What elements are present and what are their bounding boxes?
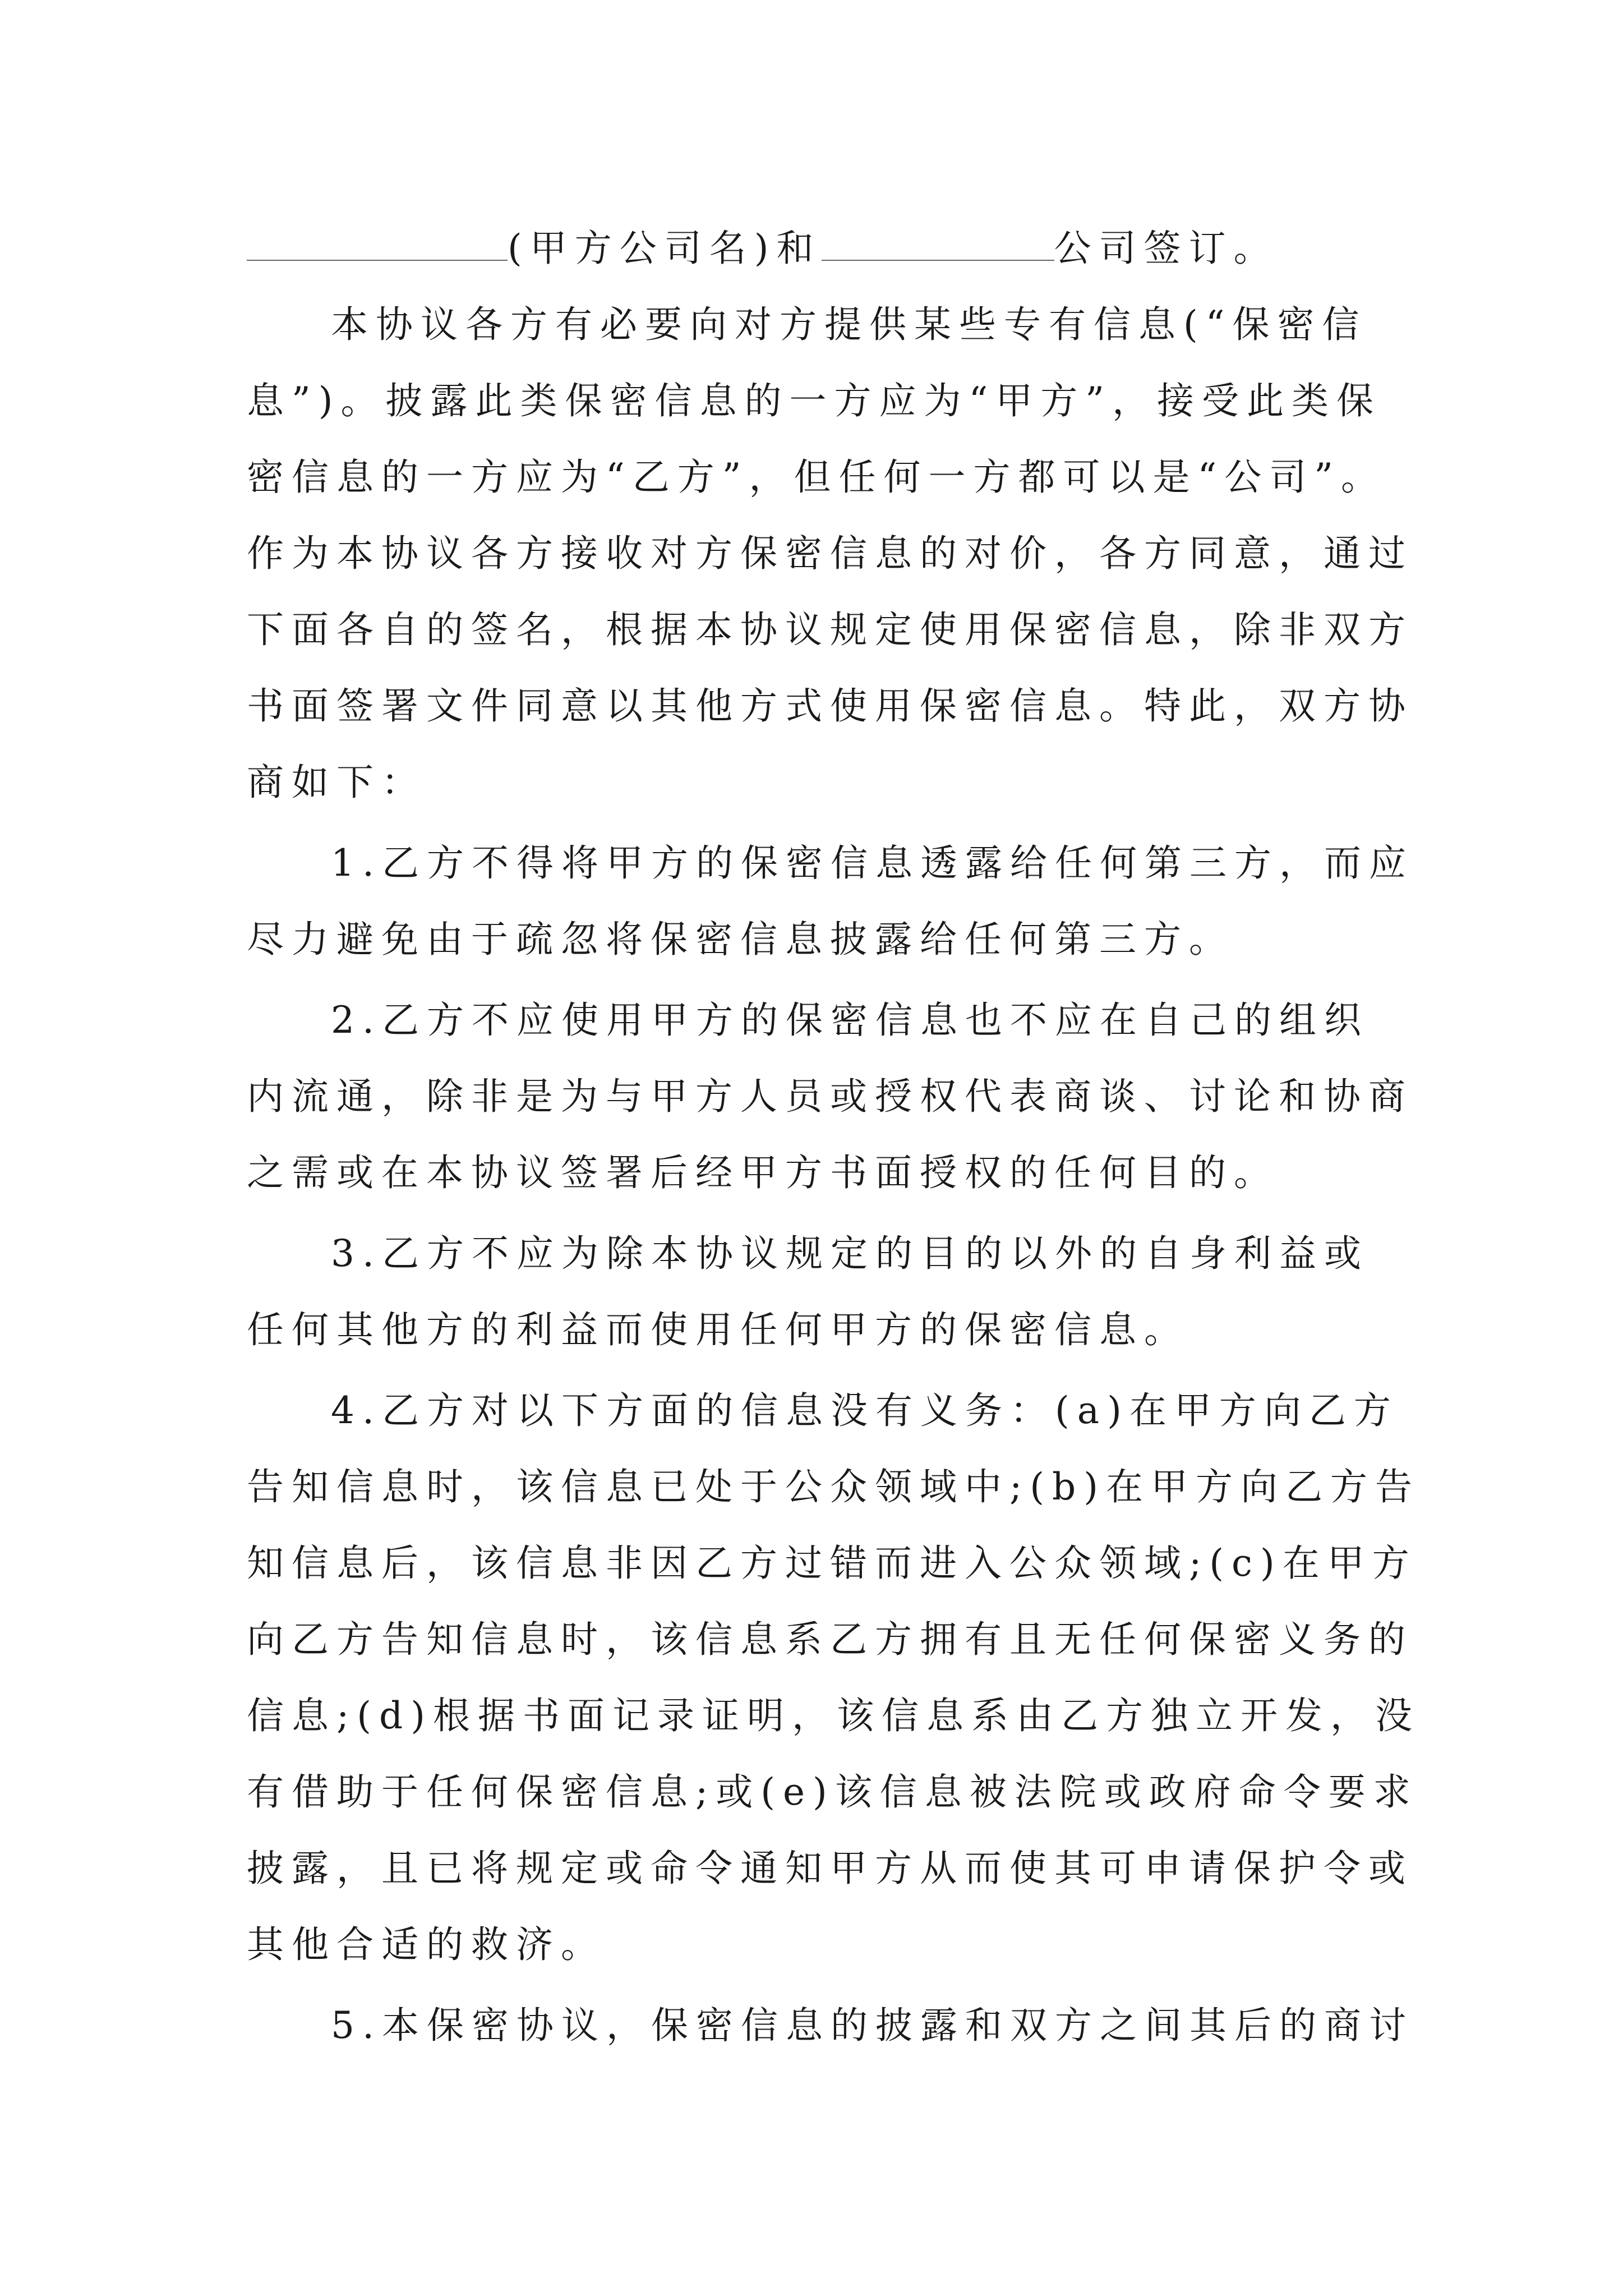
paragraph-line: 密信息的一方应为“乙方”，但任何一方都可以是“公司”。 [247, 455, 1386, 499]
clause-line: 4.乙方对以下方面的信息没有义务：(a)在甲方向乙方 [331, 1389, 1399, 1432]
clause-line: 有借助于任何保密信息;或(e)该信息被法院或政府命令要求 [247, 1770, 1418, 1814]
clause-5 [247, 1987, 1414, 2064]
paragraph-line: 本协议各方有必要向对方提供某些专有信息(“保密信 [331, 303, 1367, 346]
clause-line: 2.乙方不应使用甲方的保密信息也不应在自己的组织 [331, 999, 1369, 1042]
clause-line: 之需或在本协议签署后经甲方书面授权的任何目的。 [247, 1151, 1279, 1194]
paragraph-line: 书面签署文件同意以其他方式使用保密信息。特此，双方协 [247, 684, 1413, 728]
clause-3 [247, 1216, 1385, 1368]
clause-2 [247, 982, 1413, 1211]
clause-line: 其他合适的救济。 [247, 1923, 606, 1966]
party-a-blank [247, 229, 508, 261]
clause-line: 信息;(d)根据书面记录证明，该信息系由乙方独立开发，没 [247, 1694, 1420, 1737]
clause-line: 3.乙方不应为除本协议规定的目的以外的自身利益或 [331, 1232, 1369, 1275]
clause-1 [247, 825, 1414, 978]
party-b-suffix: 公司签订。 [1054, 227, 1279, 270]
clause-line: 任何其他方的利益而使用任何甲方的保密信息。 [247, 1308, 1189, 1351]
party-b-blank [822, 229, 1054, 261]
paragraph-line: 作为本协议各方接收对方保密信息的对价，各方同意，通过 [247, 532, 1413, 575]
clause-line: 知信息后，该信息非因乙方过错而进入公众领域;(c)在甲方 [247, 1542, 1417, 1585]
clause-line: 内流通，除非是为与甲方人员或授权代表商谈、讨论和协商 [247, 1075, 1413, 1118]
intro-line [247, 210, 1385, 287]
clause-line: 1.乙方不得将甲方的保密信息透露给任何第三方，而应 [331, 841, 1414, 885]
clause-line: 告知信息时，该信息已处于公众领域中;(b)在甲方向乙方告 [247, 1465, 1420, 1508]
paragraph-line: 息”)。披露此类保密信息的一方应为“甲方”，接受此类保 [247, 379, 1381, 422]
clause-4 [247, 1373, 1420, 1983]
clause-line: 尽力避免由于疏忽将保密信息披露给任何第三方。 [247, 918, 1234, 961]
preamble-paragraph [247, 287, 1413, 821]
clause-line: 披露，且已将规定或命令通知甲方从而使其可申请保护令或 [247, 1847, 1413, 1890]
paragraph-line: 商如下： [247, 761, 426, 804]
document-body [247, 210, 1420, 2064]
clause-line: 向乙方告知信息时，该信息系乙方拥有且无任何保密义务的 [247, 1618, 1413, 1661]
paragraph-line: 下面各自的签名，根据本协议规定使用保密信息，除非双方 [247, 608, 1413, 651]
party-a-label: (甲方公司名)和 [508, 227, 822, 270]
clause-line: 5.本保密协议，保密信息的披露和双方之间其后的商讨 [331, 2004, 1414, 2047]
